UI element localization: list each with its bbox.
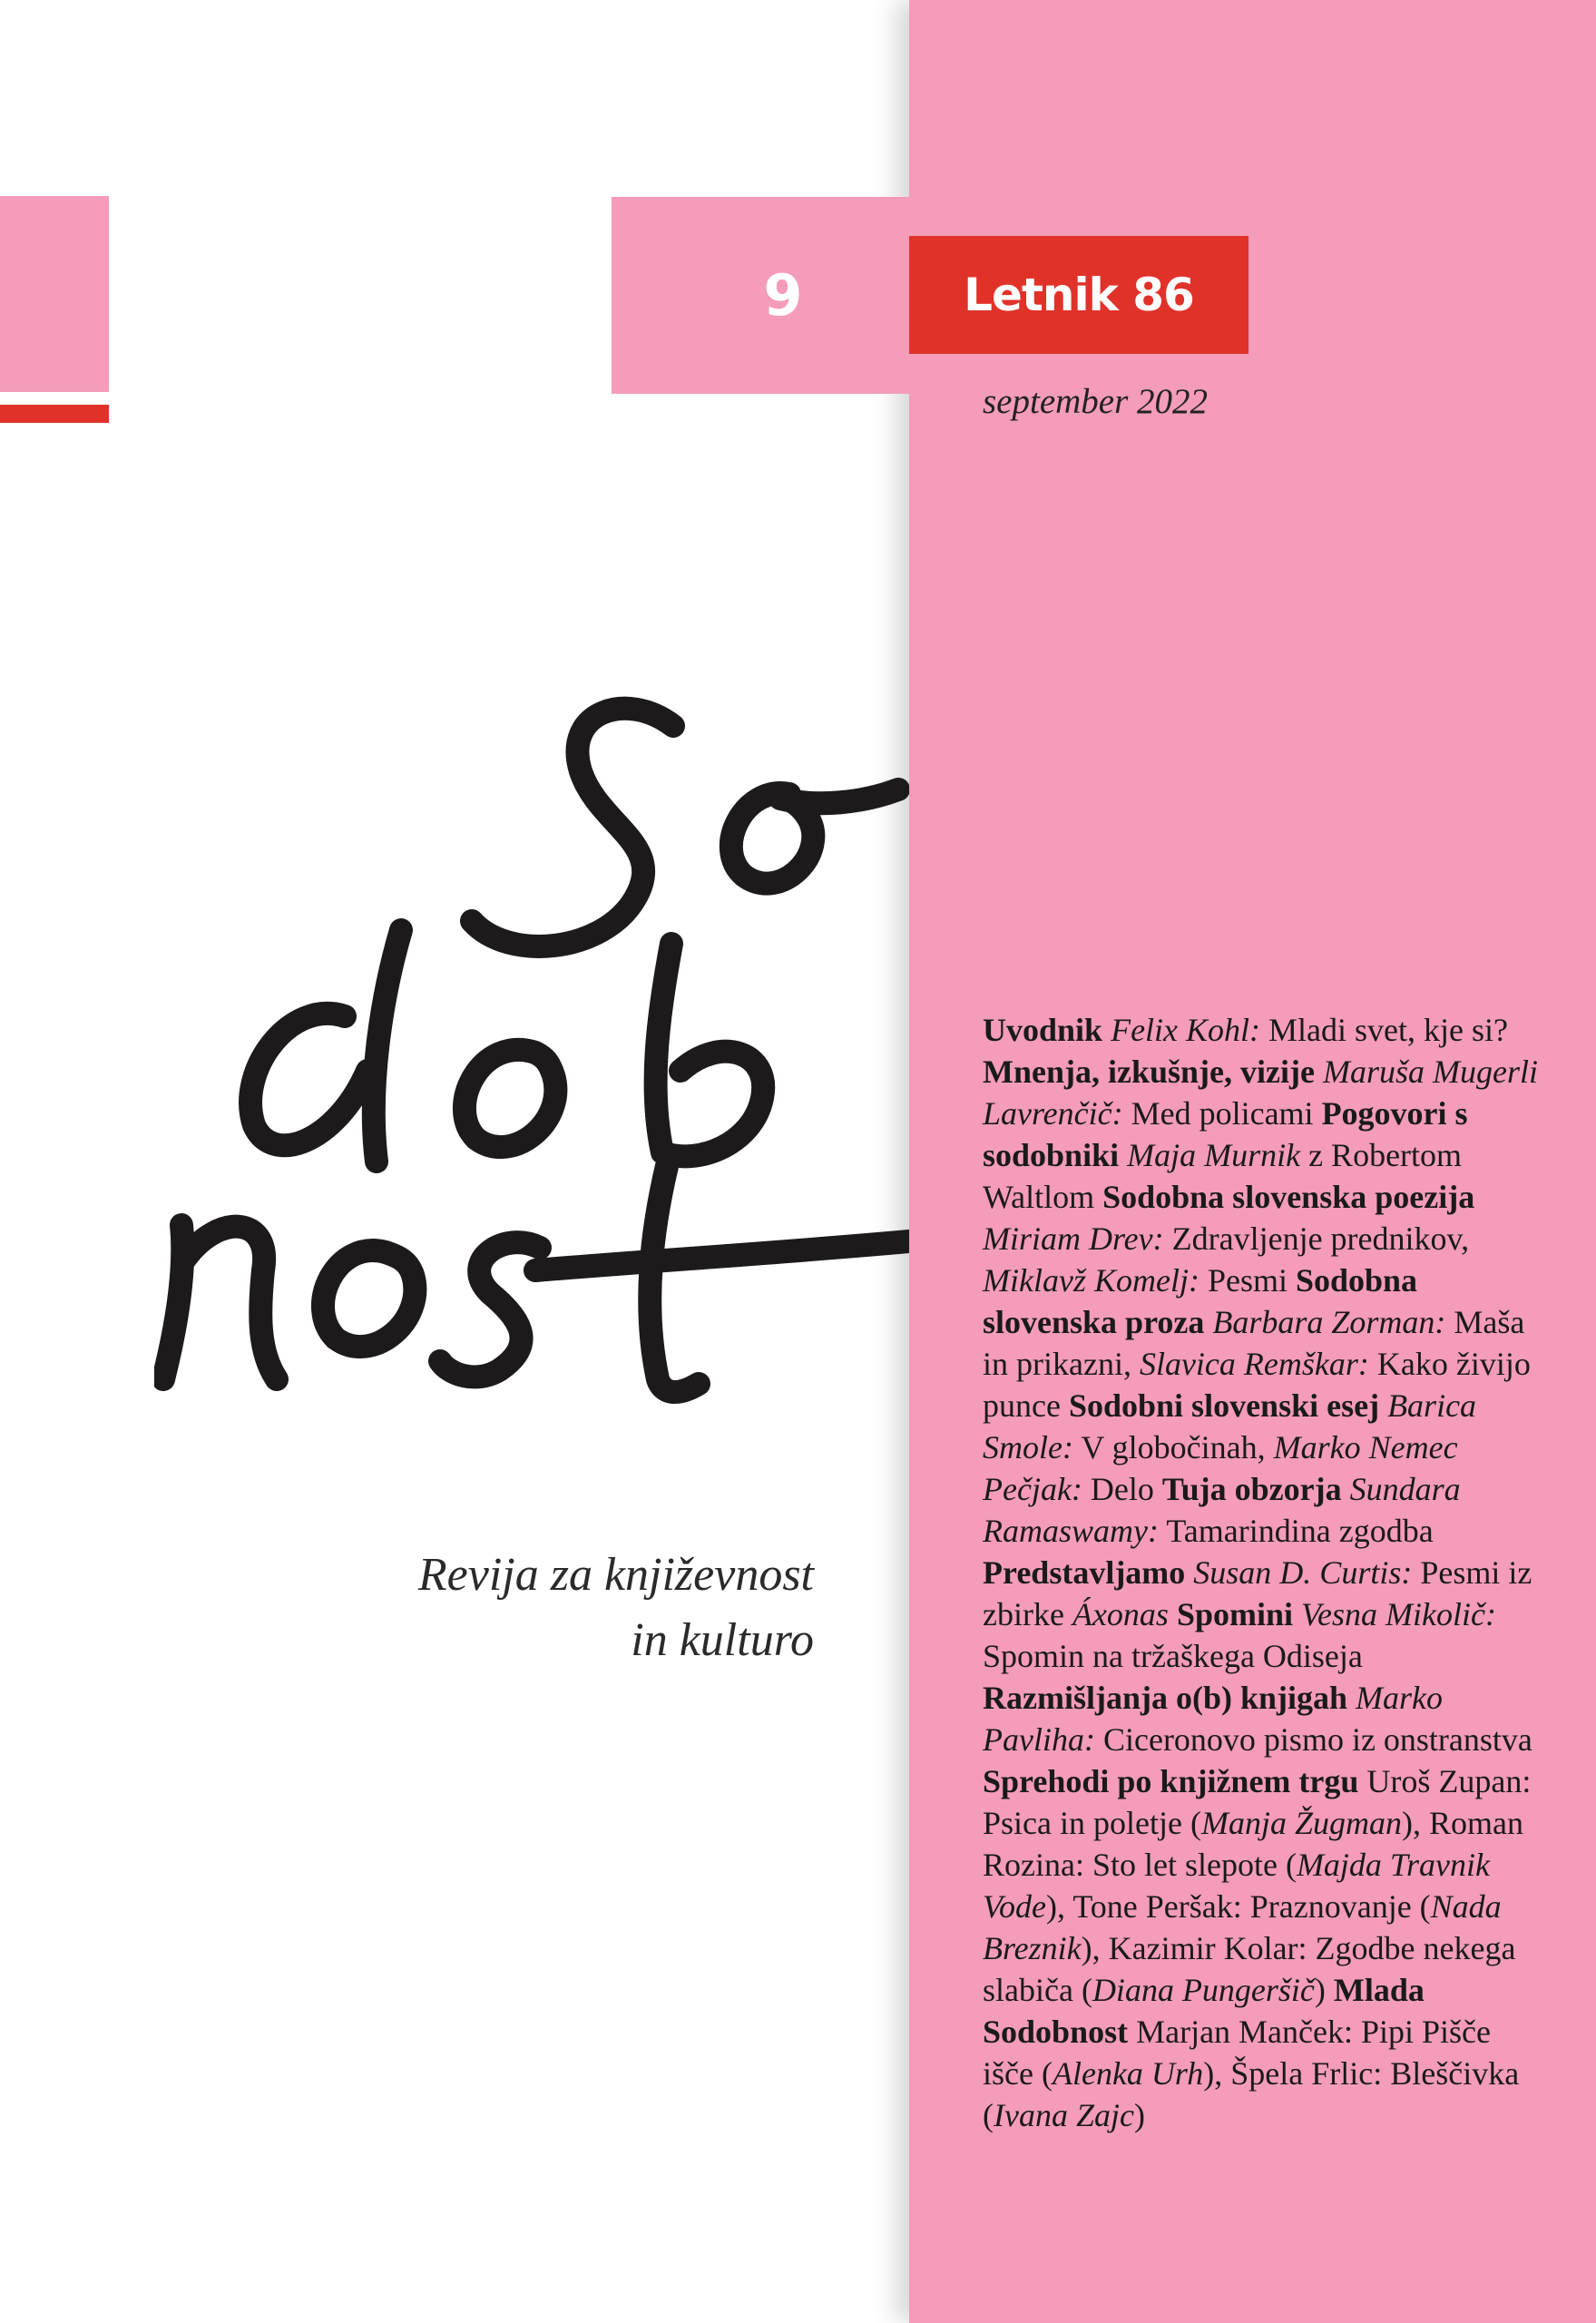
- author-name: Slavica Remškar:: [1139, 1346, 1369, 1382]
- author-name: Barica Smole:: [983, 1387, 1477, 1465]
- section-heading: Sodobna slovenska poezija: [1102, 1179, 1475, 1215]
- contents-text: [1347, 1680, 1356, 1716]
- section-heading: Sodobna slovenska proza: [983, 1262, 1418, 1340]
- magazine-subtitle: [418, 1543, 814, 1673]
- contents-text: Kako živijo punce: [983, 1346, 1531, 1424]
- subtitle-line-2: in kulturo: [631, 1614, 814, 1666]
- author-name: Miriam Drev:: [983, 1220, 1164, 1257]
- author-name: Sundara Ramaswamy:: [983, 1471, 1461, 1549]
- contents-text: ), Roman Rozina: Sto let slepote (: [983, 1805, 1523, 1883]
- contents-text: [1119, 1137, 1127, 1173]
- contents-text: Pesmi iz zbirke: [983, 1554, 1532, 1632]
- contents-text: z Robertom Waltlom: [983, 1137, 1463, 1215]
- author-name: Susan D. Curtis:: [1193, 1554, 1413, 1591]
- sodobnost-logo: [154, 671, 909, 1470]
- subtitle-line-1: Revija za književnost: [417, 1549, 814, 1601]
- section-heading: Pogovori s sodobniki: [983, 1095, 1468, 1173]
- contents-text: [1293, 1596, 1301, 1632]
- contents-text: Spomin na tržaškega Odiseja: [983, 1638, 1363, 1674]
- table-of-contents: [983, 1009, 1545, 2136]
- contents-text: [1185, 1554, 1193, 1591]
- contents-text: Med policami: [1122, 1095, 1322, 1132]
- author-name: Maruša Mugerli Lavrenčič:: [983, 1054, 1538, 1132]
- contents-text: [1169, 1596, 1177, 1632]
- contents-text: [1102, 1012, 1111, 1048]
- contents-text: Tamarindina zgodba: [1158, 1513, 1434, 1549]
- author-name: Alenka Urh: [1052, 2055, 1204, 2092]
- section-heading: Spomini: [1176, 1596, 1293, 1632]
- section-heading: Uvodnik: [983, 1012, 1103, 1048]
- contents-paragraph: [983, 1009, 1545, 2136]
- contents-text: ), Tone Peršak: Praznovanje (: [1045, 1888, 1431, 1925]
- left-pink-tab: [0, 196, 109, 392]
- contents-text: Zdravljenje prednikov,: [1163, 1220, 1470, 1257]
- section-heading: Tuja obzorja: [1161, 1471, 1342, 1507]
- author-name: Ivana Zajc: [994, 2097, 1134, 2133]
- contents-text: Mladi svet, kje si?: [1260, 1012, 1508, 1048]
- author-name: Barbara Zorman:: [1212, 1304, 1446, 1340]
- author-name: Manja Žugman: [1200, 1805, 1402, 1841]
- author-name: Vesna Mikolič:: [1301, 1596, 1496, 1632]
- author-name: Maja Murnik: [1127, 1137, 1301, 1173]
- contents-text: Maša in prikazni,: [983, 1304, 1525, 1382]
- section-heading: Predstavljamo: [983, 1554, 1186, 1591]
- contents-text: Marjan Manček: Pipi Pišče išče (: [983, 2014, 1492, 2092]
- author-name: Nada Breznik: [983, 1888, 1502, 1966]
- issue-number: 9: [763, 262, 803, 328]
- section-heading: Mlada Sodobnost: [983, 1972, 1425, 2050]
- author-name: Felix Kohl:: [1111, 1012, 1261, 1048]
- section-heading: Razmišljanja o(b) knjigah: [983, 1680, 1348, 1716]
- contents-text: V globočinah,: [1072, 1429, 1274, 1465]
- author-name: Majda Travnik Vode: [983, 1847, 1490, 1925]
- author-name: Diana Pungeršič: [1092, 1972, 1315, 2008]
- contents-text: ): [1314, 1972, 1334, 2008]
- contents-text: [1379, 1387, 1387, 1424]
- contents-text: [1315, 1054, 1323, 1090]
- contents-text: ): [1133, 2097, 1145, 2133]
- section-heading: Mnenja, izkušnje, vizije: [983, 1054, 1315, 1090]
- author-name: Miklavž Komelj:: [983, 1262, 1199, 1299]
- contents-text: Ciceronovo pismo iz onstranstva: [1094, 1721, 1532, 1758]
- contents-text: [1342, 1471, 1350, 1507]
- contents-text: Uroš Zupan: Psica in poletje (: [983, 1763, 1532, 1841]
- contents-text: ), Špela Frlic: Bleščivka (: [983, 2055, 1520, 2133]
- left-red-line: [0, 405, 109, 423]
- volume-box: [909, 236, 1248, 354]
- issue-date: september 2022: [983, 382, 1209, 421]
- contents-text: Delo: [1082, 1471, 1162, 1507]
- author-name: Áxonas: [1072, 1596, 1169, 1632]
- section-heading: Sodobni slovenski esej: [1068, 1387, 1380, 1424]
- contents-text: Pesmi: [1199, 1262, 1296, 1299]
- author-name: Marko Pavliha:: [983, 1680, 1444, 1758]
- section-heading: Sprehodi po knjižnem trgu: [983, 1763, 1359, 1799]
- author-name: Marko Nemec Pečjak:: [983, 1429, 1458, 1507]
- volume-label: Letnik 86: [964, 269, 1194, 321]
- issue-number-box: [612, 197, 909, 394]
- contents-text: ), Kazimir Kolar: Zgodbe nekega slabiča (: [983, 1930, 1516, 2008]
